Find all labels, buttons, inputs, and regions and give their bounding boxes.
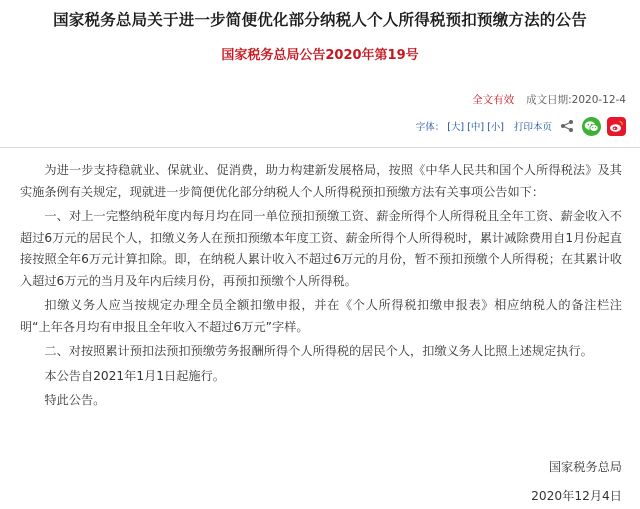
document-number: 国家税务总局公告2020年第19号 [221, 48, 419, 63]
article-body [20, 160, 622, 415]
signature-org: 国家税务总局 [548, 460, 622, 474]
page-title: 国家税务总局关于进一步简便优化部分纳税人个人所得税预扣预缴方法的公告 [53, 11, 587, 29]
issue-date: 成文日期:2020-12-4 [526, 94, 626, 106]
font-medium-button[interactable]: [中] [467, 122, 485, 133]
font-small-button[interactable]: [小] [487, 122, 504, 133]
font-size-label: 字体： [415, 122, 445, 133]
print-button[interactable]: 打印本页 [513, 122, 552, 133]
paragraph-intro: 为进一步支持稳就业、保就业、促消费，助力构建新发展格局，按照《中华人民共和国个人所得税法》及其实施条例有关规定，现就进一步简便优化部分纳税人个人所得税预扣预缴方法有关事项公告如下： [20, 163, 622, 199]
paragraph-1: 一、对上一完整纳税年度内每月均在同一单位预扣预缴工资、薪金所得个人所得税且全年工资、薪金收入不超过6万元的居民个人，扣缴义务人在预扣预缴本年度工资、薪金所得个人所得税时，累计减除费用自1月份起直接按照全年6万元计算扣除。即，在纳税人累计收入不超过6万元的月份，暂不预扣预缴个人所得税；在其累计收入超过6万元的当月及年内后续月份，再预扣预缴个人所得税。 [20, 209, 622, 288]
paragraph-4: 本公告自2021年1月1日起施行。 [44, 368, 225, 383]
paragraph-2: 扣缴义务人应当按规定办理全员全额扣缴申报，并在《个人所得税扣缴申报表》相应纳税人的备注栏注明“上年各月均有申报且全年收入不超过6万元”字样。 [20, 298, 622, 334]
signature-date: 2020年12月4日 [531, 489, 622, 503]
divider [0, 147, 640, 148]
toolbar [416, 116, 626, 136]
wechat-icon[interactable] [582, 117, 601, 136]
weibo-icon[interactable] [607, 117, 626, 136]
validity-status: 全文有效 [472, 94, 515, 106]
paragraph-5: 特此公告。 [44, 393, 106, 407]
font-large-button[interactable]: [大] [447, 122, 465, 133]
share-icon[interactable] [560, 119, 574, 133]
paragraph-3: 二、对按照累计预扣法预扣预缴劳务报酬所得个人所得税的居民个人，扣缴义务人比照上述规定执行。 [44, 344, 593, 358]
meta-bar [472, 92, 626, 107]
